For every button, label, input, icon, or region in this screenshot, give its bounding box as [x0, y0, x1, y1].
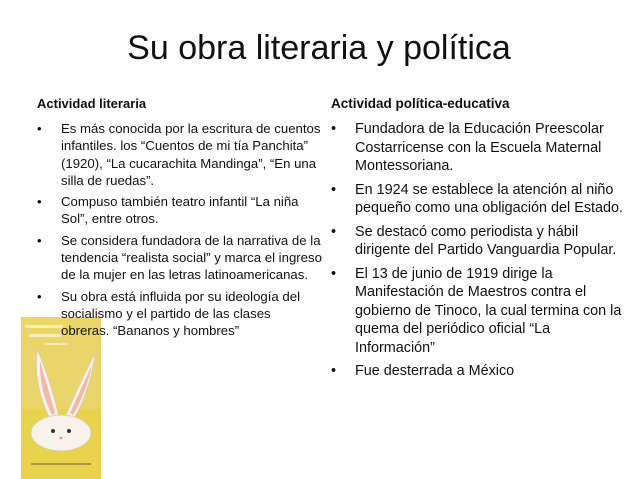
slide-title: Su obra literaria y política: [127, 29, 511, 67]
bullet-icon: •: [331, 121, 337, 137]
literary-activity-column: [37, 96, 322, 344]
list-item-text: Es más conocida por la escritura de cuentos infantiles. los “Cuentos de mi tía Panchita” (1920), “La cucarachita Mandinga”, “En una silla de ruedas”.: [61, 121, 321, 188]
list-item: [37, 288, 322, 340]
bullet-icon: •: [331, 265, 337, 282]
bullet-icon: •: [331, 363, 337, 379]
list-item: [331, 362, 631, 381]
list-item-text: Fundadora de la Educación Preescolar Costarricense con la Escuela Maternal Montessoriana.: [355, 121, 604, 174]
bullet-icon: •: [37, 232, 42, 248]
literary-activity-heading: Actividad literaria: [37, 96, 147, 111]
bullet-icon: •: [37, 194, 42, 210]
list-item: [331, 120, 631, 176]
list-item: [37, 193, 322, 228]
list-item: [37, 120, 322, 189]
political-activity-heading: Actividad política-educativa: [331, 96, 510, 111]
bullet-icon: •: [331, 181, 337, 198]
list-item-text: Fue desterrada a México: [355, 363, 515, 379]
list-item-text: Se considera fundadora de la narrativa de la tendencia “realista social” y marca el ingreso de la mujer en las letras latinoamericanas.: [61, 232, 322, 283]
bullet-icon: •: [37, 121, 42, 136]
bullet-icon: •: [331, 223, 337, 240]
political-activity-list: [331, 120, 631, 381]
list-item-text: Se destacó como periodista y hábil dirigente del Partido Vanguardia Popular.: [355, 223, 617, 258]
list-item: [331, 181, 631, 218]
list-item-text: En 1924 se establece la atención al niño pequeño como una obligación del Estado.: [355, 181, 624, 216]
list-item: [331, 223, 631, 260]
list-item-text: El 13 de junio de 1919 dirige la Manifestación de Maestros contra el gobierno de Tinoco, la cual termina con la quema del periódico oficial “La Información”: [355, 265, 622, 356]
literary-activity-list: [37, 120, 322, 340]
list-item: [37, 232, 322, 284]
bullet-icon: •: [37, 288, 42, 304]
list-item-text: Su obra está influida por su ideología del socialismo y el partido de las clases obreras. “Bananos y hombres”: [61, 288, 301, 339]
list-item-text: Compuso también teatro infantil “La niña Sol”, entre otros.: [61, 194, 299, 227]
list-item: [331, 265, 631, 358]
political-educational-activity-column: [331, 96, 631, 386]
